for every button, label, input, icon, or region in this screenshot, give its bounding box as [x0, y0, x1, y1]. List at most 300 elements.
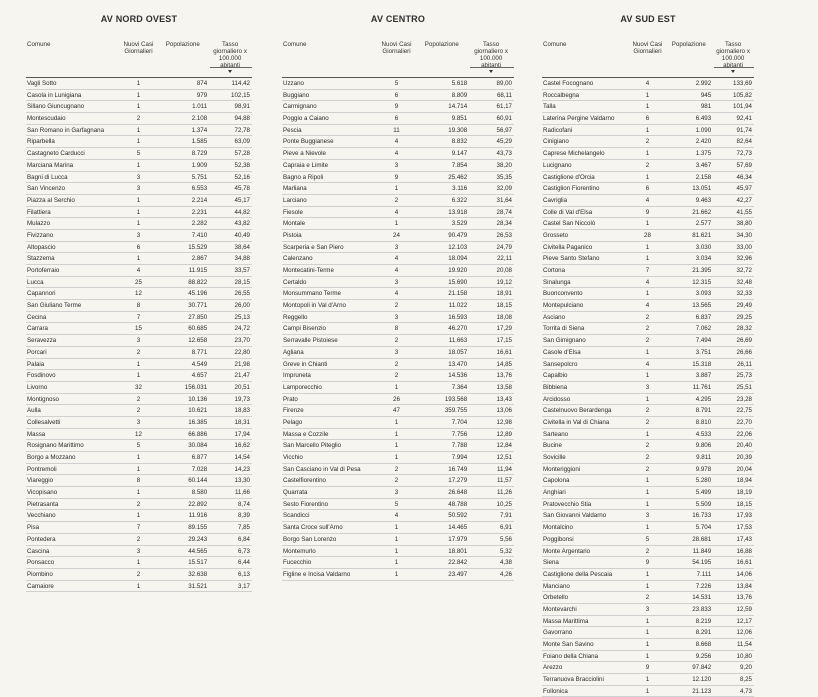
cell-comune: Foiano della Chiana	[543, 652, 599, 660]
cell-tasso: 25,73	[736, 372, 752, 380]
cell-nuovi-casi: 4	[645, 302, 650, 310]
cell-nuovi-casi: 1	[136, 138, 141, 146]
cell-tasso: 21,47	[234, 372, 250, 380]
cell-comune: Riparbella	[27, 138, 55, 146]
cell-comune: Lamporecchio	[283, 383, 322, 391]
cell-tasso: 41,55	[736, 208, 752, 216]
cell-tasso: 31,64	[496, 196, 512, 204]
table-row	[26, 277, 252, 289]
table-row	[542, 265, 754, 277]
cell-tasso: 32,96	[736, 255, 752, 263]
cell-nuovi-casi: 3	[136, 418, 141, 426]
cell-tasso: 44,82	[234, 208, 250, 216]
table-row	[282, 475, 514, 487]
cell-tasso: 33,57	[234, 267, 250, 274]
cell-comune: Casole d'Elsa	[543, 348, 581, 356]
cell-nuovi-casi: 11	[393, 126, 400, 134]
cell-nuovi-casi: 1	[645, 372, 650, 380]
cell-comune: Piombino	[27, 570, 53, 578]
cell-tasso: 17,94	[234, 430, 250, 438]
cell-comune: Capannori	[27, 290, 56, 298]
cell-nuovi-casi: 24	[393, 231, 400, 239]
cell-comune: Firenze	[283, 407, 304, 415]
table-row	[542, 522, 754, 534]
cell-nuovi-casi: 1	[136, 360, 141, 368]
cell-nuovi-casi: 1	[645, 220, 650, 228]
cell-popolazione: 90.479	[448, 231, 468, 239]
cell-popolazione: 97.842	[692, 664, 712, 672]
cell-comune: Serravalle Pistoiese	[283, 337, 338, 345]
cell-nuovi-casi: 1	[645, 126, 650, 134]
cell-nuovi-casi: 3	[394, 278, 399, 286]
cell-nuovi-casi: 3	[136, 173, 141, 181]
table-row	[282, 534, 514, 546]
cell-popolazione: 14.465	[448, 524, 468, 532]
table-row	[282, 323, 514, 335]
cell-popolazione: 18.057	[448, 348, 468, 356]
cell-comune: Scandicci	[283, 512, 310, 520]
cell-popolazione: 13.918	[448, 208, 468, 216]
cell-comune: Pescia	[283, 126, 302, 134]
table-row	[26, 172, 252, 184]
table-row	[282, 487, 514, 499]
cell-popolazione: 5.280	[695, 477, 712, 485]
cell-comune: Poggio a Caiano	[283, 115, 329, 123]
header-popolazione: Popolazione	[671, 41, 706, 48]
cell-comune: Vagli Sotto	[27, 80, 57, 87]
table-header	[542, 40, 754, 78]
cell-tasso: 40,49	[234, 231, 250, 239]
cell-comune: Scarperia e San Piero	[283, 243, 344, 251]
cell-tasso: 22,75	[736, 407, 752, 415]
cell-popolazione: 7.111	[696, 570, 712, 578]
table-row	[542, 569, 754, 581]
cell-comune: Stazzema	[27, 255, 55, 263]
table-row	[26, 487, 252, 499]
table-row	[542, 686, 754, 697]
cell-popolazione: 8.291	[695, 629, 712, 637]
cell-tasso: 11,54	[736, 641, 752, 648]
cell-comune: Bucine	[543, 442, 562, 450]
cell-tasso: 12,59	[736, 605, 752, 613]
cell-tasso: 105,82	[733, 91, 752, 99]
table-row	[542, 616, 754, 628]
cell-tasso: 45,29	[496, 138, 512, 146]
table-row	[282, 429, 514, 441]
cell-nuovi-casi: 1	[645, 676, 650, 684]
cell-tasso: 13,06	[496, 407, 512, 415]
cell-tasso: 11,57	[496, 477, 512, 485]
cell-tasso: 11,26	[496, 489, 512, 497]
cell-comune: Laterina Pergine Valdarno	[543, 115, 615, 123]
table-row	[542, 370, 754, 382]
cell-nuovi-casi: 7	[645, 267, 650, 274]
cell-tasso: 7,85	[237, 524, 250, 532]
cell-nuovi-casi: 2	[645, 465, 650, 473]
table-row	[26, 557, 252, 569]
table-row	[542, 183, 754, 195]
cell-nuovi-casi: 12	[135, 290, 142, 298]
cell-popolazione: 7.062	[695, 325, 712, 333]
cell-popolazione: 30.771	[188, 302, 208, 310]
cell-popolazione: 21.662	[692, 208, 712, 216]
cell-comune: Castiglione della Pescaia	[543, 570, 613, 578]
cell-popolazione: 54.195	[692, 559, 712, 567]
cell-nuovi-casi: 1	[645, 570, 650, 578]
cell-nuovi-casi: 4	[394, 255, 399, 263]
cell-nuovi-casi: 4	[645, 80, 650, 87]
table-row	[542, 510, 754, 522]
table-row	[282, 230, 514, 242]
cell-popolazione: 3.751	[695, 348, 712, 356]
table-body	[282, 78, 514, 581]
cell-popolazione: 4.549	[191, 360, 208, 368]
cell-tasso: 4,73	[739, 687, 752, 695]
cell-popolazione: 89.155	[188, 524, 208, 532]
cell-comune: Viareggio	[27, 477, 54, 485]
cell-comune: Figline e Incisa Valdarno	[283, 570, 351, 578]
table-row	[282, 277, 514, 289]
panel-av-nord-ovest	[26, 12, 252, 592]
cell-tasso: 102,15	[231, 91, 250, 99]
cell-nuovi-casi: 7	[136, 524, 141, 532]
table-row	[542, 382, 754, 394]
cell-popolazione: 7.226	[695, 582, 712, 590]
cell-comune: Uzzano	[283, 80, 304, 87]
table-row	[26, 534, 252, 546]
cell-comune: Pontedera	[27, 535, 56, 543]
cell-popolazione: 7.756	[451, 430, 468, 438]
table-row	[542, 242, 754, 254]
cell-popolazione: 6.837	[695, 313, 712, 321]
header-comune: Comune	[27, 41, 51, 48]
cell-popolazione: 14.531	[692, 594, 712, 602]
table-row	[282, 148, 514, 160]
cell-comune: Lucca	[27, 278, 44, 286]
cell-comune: Lucignano	[543, 161, 572, 169]
cell-comune: Aulla	[27, 407, 41, 415]
cell-tasso: 82,64	[736, 138, 752, 146]
cell-comune: Poggibonsi	[543, 535, 574, 543]
cell-tasso: 11,94	[496, 465, 512, 473]
cell-comune: Borgo San Lorenzo	[283, 535, 337, 543]
cell-nuovi-casi: 1	[645, 348, 650, 356]
header-tasso[interactable]	[470, 40, 514, 68]
cell-nuovi-casi: 8	[394, 325, 399, 333]
cell-nuovi-casi: 4	[394, 150, 399, 158]
cell-nuovi-casi: 1	[645, 255, 650, 263]
cell-tasso: 21,98	[234, 360, 250, 368]
cell-comune: Montalcino	[543, 524, 573, 532]
cell-popolazione: 19.920	[448, 267, 468, 274]
table-row	[542, 90, 754, 102]
cell-popolazione: 8.791	[695, 407, 712, 415]
cell-popolazione: 22.892	[188, 500, 208, 508]
cell-tasso: 19,12	[496, 278, 512, 286]
cell-tasso: 18,15	[736, 500, 752, 508]
table-row	[542, 417, 754, 429]
table-row	[26, 335, 252, 347]
cell-comune: Pistoia	[283, 231, 302, 239]
cell-popolazione: 12.658	[188, 337, 208, 345]
table-row	[26, 78, 252, 90]
table-row	[26, 581, 252, 593]
cell-tasso: 92,41	[736, 115, 752, 123]
cell-nuovi-casi: 3	[136, 231, 141, 239]
cell-popolazione: 21.123	[692, 687, 712, 695]
cell-popolazione: 13.470	[448, 360, 468, 368]
table-row	[26, 312, 252, 324]
cell-popolazione: 12.120	[692, 676, 712, 684]
cell-comune: Cascina	[27, 547, 50, 555]
panel-title: AV CENTRO	[370, 14, 426, 24]
cell-nuovi-casi: 2	[394, 337, 399, 345]
cell-popolazione: 2.867	[191, 255, 208, 263]
cell-nuovi-casi: 4	[394, 267, 399, 274]
cell-popolazione: 15.529	[188, 243, 208, 251]
cell-nuovi-casi: 3	[394, 243, 399, 251]
cell-popolazione: 9.978	[695, 465, 712, 473]
cell-comune: Seravezza	[27, 337, 57, 345]
cell-tasso: 18,83	[234, 407, 250, 415]
cell-popolazione: 1.585	[191, 138, 208, 146]
cell-tasso: 13,43	[496, 395, 512, 403]
cell-comune: Bagni di Lucca	[27, 173, 68, 181]
table-row	[26, 136, 252, 148]
cell-comune: Fucecchio	[283, 559, 312, 567]
table-row	[542, 335, 754, 347]
sort-desc-icon	[228, 70, 232, 73]
cell-nuovi-casi: 2	[645, 161, 650, 169]
table-row	[542, 172, 754, 184]
table-row	[282, 265, 514, 277]
header-tasso[interactable]	[714, 40, 754, 68]
cell-comune: Santa Croce sull'Arno	[283, 524, 343, 532]
table-row	[542, 604, 754, 616]
table-row	[542, 288, 754, 300]
cell-popolazione: 29.243	[188, 535, 208, 543]
cell-comune: Larciano	[283, 196, 307, 204]
table-row	[26, 113, 252, 125]
cell-popolazione: 44.565	[188, 547, 208, 555]
cell-popolazione: 18.801	[448, 547, 468, 555]
cell-tasso: 16,61	[736, 559, 752, 567]
cell-popolazione: 3.467	[695, 161, 712, 169]
header-tasso[interactable]	[210, 40, 252, 68]
cell-nuovi-casi: 1	[394, 418, 399, 426]
table-row	[542, 475, 754, 487]
cell-tasso: 8,39	[237, 512, 250, 520]
cell-nuovi-casi: 3	[394, 313, 399, 321]
cell-tasso: 20,51	[234, 383, 250, 391]
cell-comune: Siena	[543, 559, 559, 567]
cell-nuovi-casi: 2	[394, 360, 399, 368]
cell-tasso: 101,94	[733, 103, 752, 111]
cell-popolazione: 17.979	[448, 535, 468, 543]
cell-tasso: 17,53	[736, 524, 752, 532]
table-row	[282, 405, 514, 417]
cell-tasso: 32,09	[496, 185, 512, 193]
cell-comune: Sarteano	[543, 430, 569, 438]
cell-comune: Fosdinovo	[27, 372, 56, 380]
cell-comune: Livorno	[27, 383, 48, 391]
table-row	[26, 370, 252, 382]
cell-nuovi-casi: 2	[136, 395, 141, 403]
cell-popolazione: 48.788	[448, 500, 468, 508]
cell-popolazione: 12.315	[692, 278, 712, 286]
cell-comune: Asciano	[543, 313, 566, 321]
cell-nuovi-casi: 1	[645, 91, 650, 99]
cell-popolazione: 12.103	[448, 243, 468, 251]
cell-tasso: 57,69	[736, 161, 752, 169]
cell-tasso: 25,51	[736, 383, 752, 391]
cell-comune: Montale	[283, 220, 306, 228]
cell-comune: Pieve a Nievole	[283, 150, 326, 158]
cell-popolazione: 10.621	[188, 407, 208, 415]
cell-tasso: 26,66	[736, 348, 752, 356]
cell-tasso: 42,27	[736, 196, 752, 204]
cell-popolazione: 5.618	[451, 80, 468, 87]
table-row	[26, 148, 252, 160]
cell-tasso: 7,91	[499, 512, 512, 520]
cell-nuovi-casi: 1	[136, 220, 141, 228]
cell-nuovi-casi: 1	[645, 500, 650, 508]
table-row	[26, 546, 252, 558]
cell-popolazione: 21.158	[448, 290, 468, 298]
cell-tasso: 9,20	[739, 664, 752, 672]
cell-nuovi-casi: 25	[135, 278, 142, 286]
cell-popolazione: 16.385	[188, 418, 208, 426]
cell-popolazione: 13.051	[692, 185, 712, 193]
cell-nuovi-casi: 1	[394, 185, 399, 193]
cell-comune: Civitella in Val di Chiana	[543, 418, 610, 426]
cell-comune: Pelago	[283, 418, 303, 426]
table-row	[282, 90, 514, 102]
cell-popolazione: 7.854	[451, 161, 468, 169]
header-nuovi-casi: Nuovi Casi Giornalieri	[632, 41, 663, 55]
cell-popolazione: 3.529	[451, 220, 468, 228]
cell-popolazione: 21.395	[692, 267, 712, 274]
cell-popolazione: 945	[700, 91, 712, 99]
cell-comune: Camaiore	[27, 582, 54, 590]
cell-comune: San Romano in Garfagnana	[27, 126, 105, 134]
table-row	[542, 160, 754, 172]
table-row	[542, 113, 754, 125]
cell-nuovi-casi: 3	[394, 348, 399, 356]
table-row	[542, 253, 754, 265]
cell-nuovi-casi: 2	[136, 115, 141, 123]
cell-comune: Vicopisano	[27, 489, 58, 497]
table-row	[26, 452, 252, 464]
cell-tasso: 8,25	[739, 676, 752, 684]
cell-popolazione: 45.196	[188, 290, 208, 298]
cell-tasso: 52,38	[234, 161, 250, 169]
cell-comune: Orbetello	[543, 594, 569, 602]
cell-comune: Colle di Val d'Elsa	[543, 208, 593, 216]
cell-tasso: 43,82	[234, 220, 250, 228]
table-row	[282, 172, 514, 184]
cell-comune: Bagno a Ripoli	[283, 173, 324, 181]
cell-nuovi-casi: 1	[136, 582, 141, 590]
cell-tasso: 10,25	[496, 500, 512, 508]
cell-comune: Fiesole	[283, 208, 303, 216]
cell-nuovi-casi: 1	[136, 196, 141, 204]
cell-comune: Montepulciano	[543, 302, 584, 310]
cell-popolazione: 15.318	[692, 360, 712, 368]
cell-tasso: 43,73	[496, 150, 512, 158]
table-row	[282, 300, 514, 312]
cell-tasso: 61,17	[496, 103, 512, 111]
cell-comune: Greve in Chianti	[283, 360, 328, 368]
cell-popolazione: 2.214	[191, 196, 208, 204]
cell-tasso: 20,04	[736, 465, 752, 473]
table-row	[26, 347, 252, 359]
cell-comune: Castelfiorentino	[283, 477, 326, 485]
cell-nuovi-casi: 2	[645, 313, 650, 321]
cell-nuovi-casi: 3	[136, 185, 141, 193]
cell-popolazione: 9.806	[695, 442, 712, 450]
cell-popolazione: 3.030	[695, 243, 712, 251]
cell-nuovi-casi: 2	[645, 594, 650, 602]
cell-nuovi-casi: 1	[645, 489, 650, 497]
cell-tasso: 12,98	[496, 418, 512, 426]
table-row	[282, 510, 514, 522]
cell-nuovi-casi: 1	[136, 559, 141, 567]
cell-comune: Bibbiena	[543, 383, 568, 391]
cell-popolazione: 874	[196, 80, 208, 87]
cell-nuovi-casi: 9	[645, 559, 650, 567]
table-header	[26, 40, 252, 78]
cell-tasso: 17,29	[496, 325, 512, 333]
cell-tasso: 18,15	[496, 302, 512, 310]
cell-popolazione: 5.509	[695, 500, 712, 508]
cell-nuovi-casi: 6	[645, 115, 650, 123]
cell-tasso: 13,84	[736, 582, 752, 590]
cell-tasso: 24,79	[496, 243, 512, 251]
table-row	[26, 522, 252, 534]
cell-nuovi-casi: 5	[394, 80, 399, 87]
table-row	[26, 253, 252, 265]
cell-popolazione: 3.116	[452, 185, 468, 193]
cell-tasso: 22,70	[736, 418, 752, 426]
cell-comune: Massa	[27, 430, 46, 438]
panel-av-sud-est	[542, 12, 754, 697]
cell-nuovi-casi: 1	[394, 559, 399, 567]
table-row	[282, 347, 514, 359]
cell-nuovi-casi: 4	[136, 267, 141, 274]
cell-tasso: 28,74	[496, 208, 512, 216]
cell-nuovi-casi: 1	[136, 126, 141, 134]
cell-tasso: 18,19	[736, 489, 752, 497]
cell-comune: Castel San Niccolò	[543, 220, 596, 228]
cell-popolazione: 4.533	[695, 430, 712, 438]
cell-popolazione: 8.832	[451, 138, 468, 146]
cell-comune: Filattiera	[27, 208, 51, 216]
cell-nuovi-casi: 6	[136, 243, 141, 251]
header-popolazione: Popolazione	[165, 41, 200, 48]
table-row	[282, 452, 514, 464]
cell-popolazione: 8.729	[191, 150, 208, 158]
cell-comune: Impruneta	[283, 372, 311, 380]
cell-nuovi-casi: 4	[394, 208, 399, 216]
cell-popolazione: 8.219	[695, 617, 712, 625]
cell-popolazione: 46.270	[448, 325, 468, 333]
cell-comune: Gavorrano	[543, 629, 573, 637]
cell-nuovi-casi: 1	[394, 442, 399, 450]
sort-desc-icon	[731, 70, 735, 73]
cell-nuovi-casi: 1	[645, 629, 650, 637]
cell-popolazione: 88.822	[188, 278, 208, 286]
